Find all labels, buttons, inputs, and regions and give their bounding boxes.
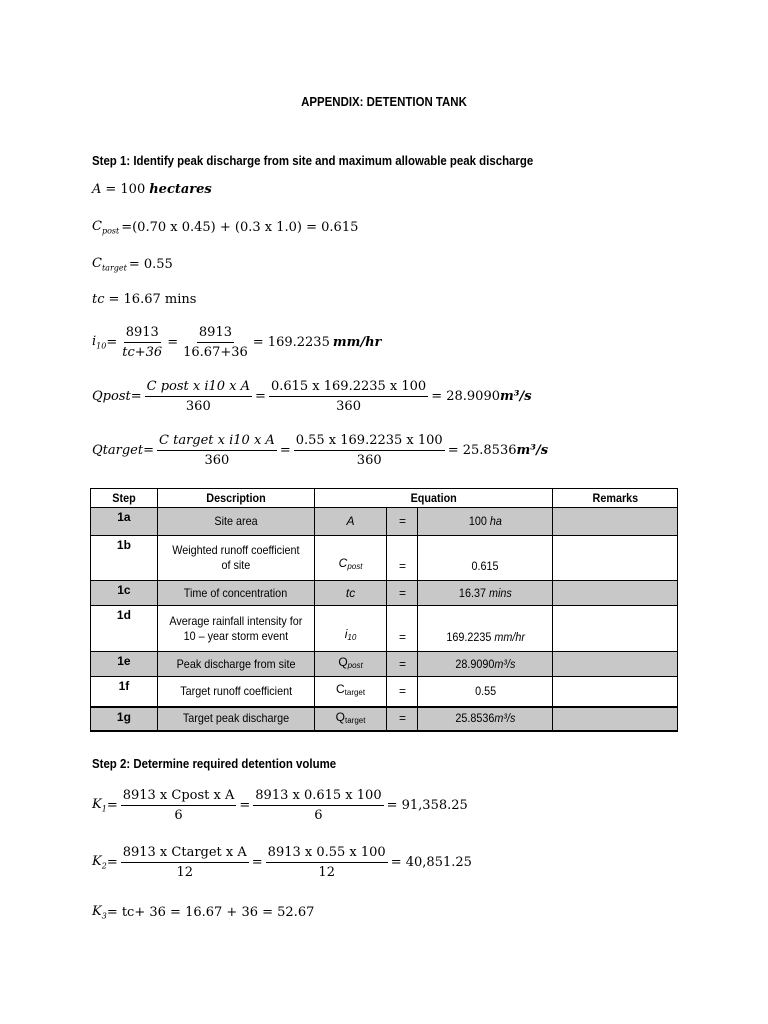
i10-equation <box>92 325 381 360</box>
i10-unit: mm/hr <box>332 335 382 350</box>
remarks-cell <box>553 508 678 536</box>
table-header-row <box>91 489 678 508</box>
header-remarks: Remarks <box>553 489 678 508</box>
table-row <box>91 707 678 731</box>
value-cell: 28.9090m³/s <box>418 652 553 677</box>
equals-cell: = <box>387 606 418 652</box>
value-cell: 0.55 <box>418 677 553 707</box>
k1-equation <box>92 788 468 823</box>
header-description: Description <box>157 489 314 508</box>
qtarget-eq2: = <box>279 443 291 458</box>
k1-eq1: = <box>106 798 118 813</box>
qpost-fraction-2: $\frac{0.615 x 169.2235 x 100}{360}$ <box>270 379 427 414</box>
table-row <box>91 536 678 581</box>
area-value: = 100 <box>105 182 146 197</box>
desc-cell: Weighted runoff coefficient of site <box>157 536 314 581</box>
k3-equation <box>92 904 314 921</box>
symbol-cell: tc <box>314 581 387 606</box>
qtarget-equation <box>92 433 548 468</box>
value-cell: 16.37 mins <box>418 581 553 606</box>
cpost-equation <box>92 219 358 236</box>
header-equation: Equation <box>314 489 553 508</box>
k1-fraction-2: $\frac{8913 x 0.615 x 100}{6}$ <box>255 788 382 823</box>
i10-result: = 169.2235 <box>252 335 330 350</box>
qtarget-fraction-1: $\frac{\text{C target x i10 x A}}{360}$ <box>159 433 275 468</box>
k3-symbol: $K_3$ <box>92 904 107 921</box>
step-cell: 1b <box>91 536 158 581</box>
equals-cell: = <box>387 508 418 536</box>
k2-fraction-1: $\frac{\text{8913 x Ctarget x A}}{12}$ <box>122 845 247 880</box>
k3-rhs: = tc+ 36 = 16.67 + 36 = 52.67 <box>106 904 315 920</box>
cpost-symbol: $C_{post}$ <box>92 219 120 236</box>
page-title: APPENDIX: DETENTION TANK <box>301 94 467 109</box>
k2-symbol: $K_2$ <box>92 854 107 871</box>
qpost-eq2: = <box>255 389 266 404</box>
equals-cell: = <box>387 581 418 606</box>
step-cell: 1a <box>91 508 158 536</box>
header-step: Step <box>91 489 158 508</box>
equals-cell: = <box>387 536 418 581</box>
i10-symbol: $i_{10}$ <box>92 334 107 351</box>
ctarget-equation <box>92 256 173 273</box>
remarks-cell <box>553 606 678 652</box>
step-cell: 1f <box>91 677 158 707</box>
qtarget-result: = 25.8536 <box>447 443 517 458</box>
qtarget-fraction-2: $\frac{0.55 x 169.2235 x 100}{360}$ <box>295 433 443 468</box>
value-cell: 25.8536m³/s <box>418 707 553 731</box>
k2-result: = 40,851.25 <box>390 855 472 870</box>
qtarget-eq1: = <box>143 443 155 458</box>
remarks-cell <box>553 652 678 677</box>
step-cell: 1g <box>91 707 158 731</box>
ctarget-rhs: = 0.55 <box>128 256 173 272</box>
remarks-cell <box>553 581 678 606</box>
desc-cell: Target peak discharge <box>157 707 314 731</box>
symbol-cell: $C_{post}$ <box>314 536 387 581</box>
k2-equation <box>92 845 472 880</box>
i10-fraction-2: $\frac{8913}{16.67+36}$ <box>183 325 248 360</box>
area-unit: hectares <box>149 182 212 197</box>
table-row <box>91 606 678 652</box>
step2-heading: Step 2: Determine required detention volume <box>92 756 337 771</box>
value-cell: 169.2235 mm/hr <box>418 606 553 652</box>
k1-result: = 91,358.25 <box>386 798 468 813</box>
symbol-cell: A <box>314 508 387 536</box>
tc-rhs: = 16.67 mins <box>108 292 197 307</box>
desc-cell: Site area <box>157 508 314 536</box>
area-symbol: A <box>92 182 102 197</box>
remarks-cell <box>553 677 678 707</box>
qpost-result: = 28.9090 <box>431 389 500 404</box>
table-row <box>91 581 678 606</box>
k2-eq2: = <box>251 855 263 870</box>
equals-cell: = <box>387 707 418 731</box>
ctarget-symbol: $C_{target}$ <box>92 256 127 273</box>
remarks-cell <box>553 536 678 581</box>
table-row <box>91 677 678 707</box>
k2-eq1: = <box>106 855 118 870</box>
value-cell: 100 ha <box>418 508 553 536</box>
symbol-cell: $C_{target}$ <box>314 677 387 707</box>
i10-eq1: = <box>106 335 118 350</box>
tc-equation <box>92 292 196 307</box>
i10-eq2: = <box>167 335 179 350</box>
k1-fraction-1: $\frac{\text{8913 x Cpost x A}}{6}$ <box>122 788 235 823</box>
desc-cell: Target runoff coefficient <box>157 677 314 707</box>
step-cell: 1e <box>91 652 158 677</box>
qtarget-symbol: Qtarget <box>92 443 144 458</box>
k2-fraction-2: $\frac{8913 x 0.55 x 100}{12}$ <box>267 845 386 880</box>
i10-fraction-1: $\frac{8913}{tc+36}$ <box>122 325 163 360</box>
symbol-cell: $Q_{post}$ <box>314 652 387 677</box>
step1-heading: Step 1: Identify peak discharge from site and maximum allowable peak discharge <box>92 153 534 168</box>
symbol-cell: $i_{10}$ <box>314 606 387 652</box>
equals-cell: = <box>387 652 418 677</box>
equals-cell: = <box>387 677 418 707</box>
qpost-symbol: Qpost <box>92 389 131 404</box>
table-row <box>91 652 678 677</box>
desc-cell: Average rainfall intensity for 10 – year storm event <box>157 606 314 652</box>
qpost-equation <box>92 379 532 414</box>
k1-eq2: = <box>239 798 251 813</box>
tc-symbol: tc <box>92 292 105 307</box>
remarks-cell <box>553 707 678 731</box>
qpost-unit: m³/s <box>500 389 532 404</box>
value-cell: 0.615 <box>418 536 553 581</box>
step-cell: 1c <box>91 581 158 606</box>
qpost-eq1: = <box>130 389 142 404</box>
area-equation <box>92 182 212 197</box>
k1-symbol: $K_1$ <box>92 797 107 814</box>
desc-cell: Peak discharge from site <box>157 652 314 677</box>
steps-table <box>90 488 678 732</box>
table-row <box>91 508 678 536</box>
qtarget-unit: m³/s <box>516 443 549 458</box>
desc-cell: Time of concentration <box>157 581 314 606</box>
step-cell: 1d <box>91 606 158 652</box>
qpost-fraction-1: $\frac{\text{C post x i10 x A}}{360}$ <box>146 379 251 414</box>
cpost-rhs: =(0.70 x 0.45) + (0.3 x 1.0) = 0.615 <box>121 219 359 235</box>
symbol-cell: $Q_{target}$ <box>314 707 387 731</box>
